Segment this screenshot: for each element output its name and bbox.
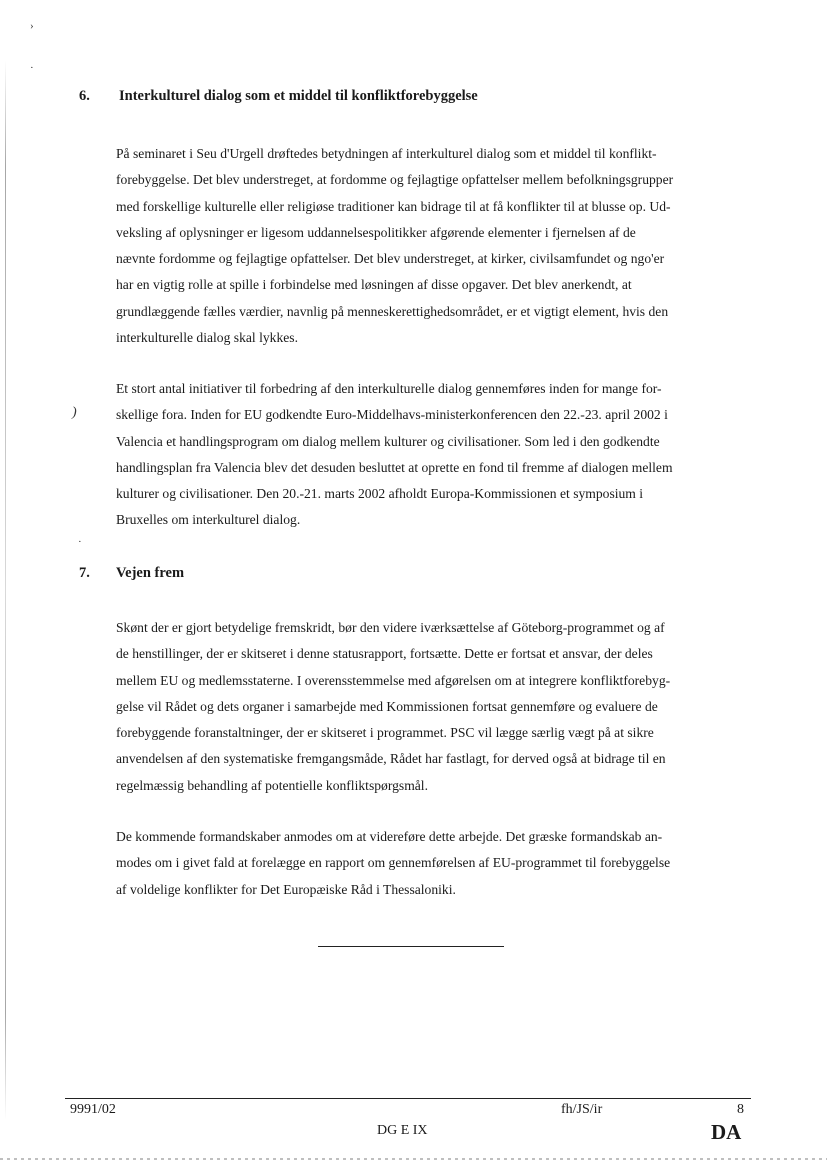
scan-speck: ·: [30, 62, 34, 74]
text-line: regelmæssig behandling af potentielle konfliktspørgsmål.: [116, 777, 428, 793]
scan-speck: ›: [30, 20, 34, 32]
footer-rule: [65, 1098, 751, 1099]
text-line: Et stort antal initiativer til forbedring af den interkulturelle dialog gennemføres inden for mange for-: [116, 381, 662, 396]
section-7-paragraph-1: [116, 615, 756, 799]
document-number: 9991/02: [70, 1102, 116, 1117]
scan-bottom-edge: [0, 1158, 827, 1160]
text-line: mellem EU og medlemsstaterne. I overensstemmelse med afgørelsen om at integrere konfliktforebyg-: [116, 672, 671, 688]
text-line: de henstillinger, der er skitseret i denne statusrapport, fortsætte. Dette er fortsat et ansvar, der deles: [116, 646, 653, 662]
scan-speck: ·: [78, 536, 82, 548]
text-line: med forskellige kulturelle eller religiøse traditioner kan bidrage til at få konflikter til at blusse op. Ud-: [116, 198, 671, 214]
text-line: nævnte fordomme og fejlagtige opfattelser. Det blev understreget, at kirker, civilsamfundet og ngo'er: [116, 251, 665, 267]
section-number: 6.: [79, 88, 90, 104]
text-line: har en vigtig rolle at spille i forbindelse med løsningen af disse opgaver. Det blev anerkendt, at: [116, 277, 632, 293]
text-line: anvendelsen af den systematiske fremgangsmåde, Rådet har fastlagt, for derved også at bidrage til en: [116, 751, 666, 767]
text-line: Bruxelles om interkulturel dialog.: [116, 512, 301, 528]
scan-speck: ): [72, 405, 77, 420]
text-line: forebyggende foranstaltninger, der er skitseret i programmet. PSC vil lægge særlig vægt på at sikre: [116, 725, 654, 741]
text-line: grundlæggende fælles værdier, navnlig på menneskerettighedsområdet, er et vigtigt element, hvis den: [116, 303, 669, 319]
text-line: Skønt der er gjort betydelige fremskridt, bør den videre iværksættelse af Göteborg-programmet og af: [116, 620, 665, 635]
section-6-paragraph-1: [116, 141, 756, 351]
text-line: gelse vil Rådet og dets organer i samarbejde med Kommissionen fortsat gennemføre og evaluere de: [116, 698, 658, 714]
text-line: kulturer og civilisationer. Den 20.-21. marts 2002 afholdt Europa-Kommissionen et symposium i: [116, 486, 644, 502]
section-heading: Vejen frem: [116, 565, 185, 581]
text-line: skellige fora. Inden for EU godkendte Euro-Middelhavs-ministerkonferencen den 22.-23. april 2002 i: [116, 407, 668, 423]
text-line: interkulturelle dialog skal lykkes.: [116, 330, 298, 346]
text-line: Valencia et handlingsprogram om dialog mellem kulturer og civilisationer. Som led i den godkendte: [116, 433, 660, 449]
text-line: På seminaret i Seu d'Urgell drøftedes betydningen af interkulturel dialog som et middel til konflikt-: [116, 146, 657, 161]
author-initials: fh/JS/ir: [561, 1102, 603, 1117]
language-code: DA: [711, 1120, 742, 1144]
text-line: veksling af oplysninger er ligesom uddannelsespolitikker afgørende elementer i fjernelsen af de: [116, 224, 636, 240]
section-number: 7.: [79, 565, 90, 581]
page-number: 8: [737, 1102, 744, 1117]
text-line: De kommende formandskaber anmodes om at videreføre dette arbejde. Det græske formandskab an-: [116, 829, 663, 844]
section-heading: Interkulturel dialog som et middel til konfliktforebyggelse: [119, 88, 478, 104]
text-line: modes om i givet fald at forelægge en rapport om gennemførelsen af EU-programmet til forebyggelse: [116, 855, 671, 871]
text-line: af voldelige konflikter for Det Europæiske Råd i Thessaloniki.: [116, 881, 456, 897]
section-7-paragraph-2: [116, 824, 756, 903]
department-code: DG E IX: [377, 1123, 428, 1138]
text-line: forebyggelse. Det blev understreget, at fordomme og fejlagtige opfattelser mellem befolkningsgrupper: [116, 172, 674, 188]
scan-edge-line: [5, 60, 6, 1120]
text-line: handlingsplan fra Valencia blev det desuden besluttet at oprette en fond til fremme af dialogen mellem: [116, 459, 673, 475]
section-6-paragraph-2: [116, 376, 756, 534]
end-separator-line: [318, 946, 504, 947]
